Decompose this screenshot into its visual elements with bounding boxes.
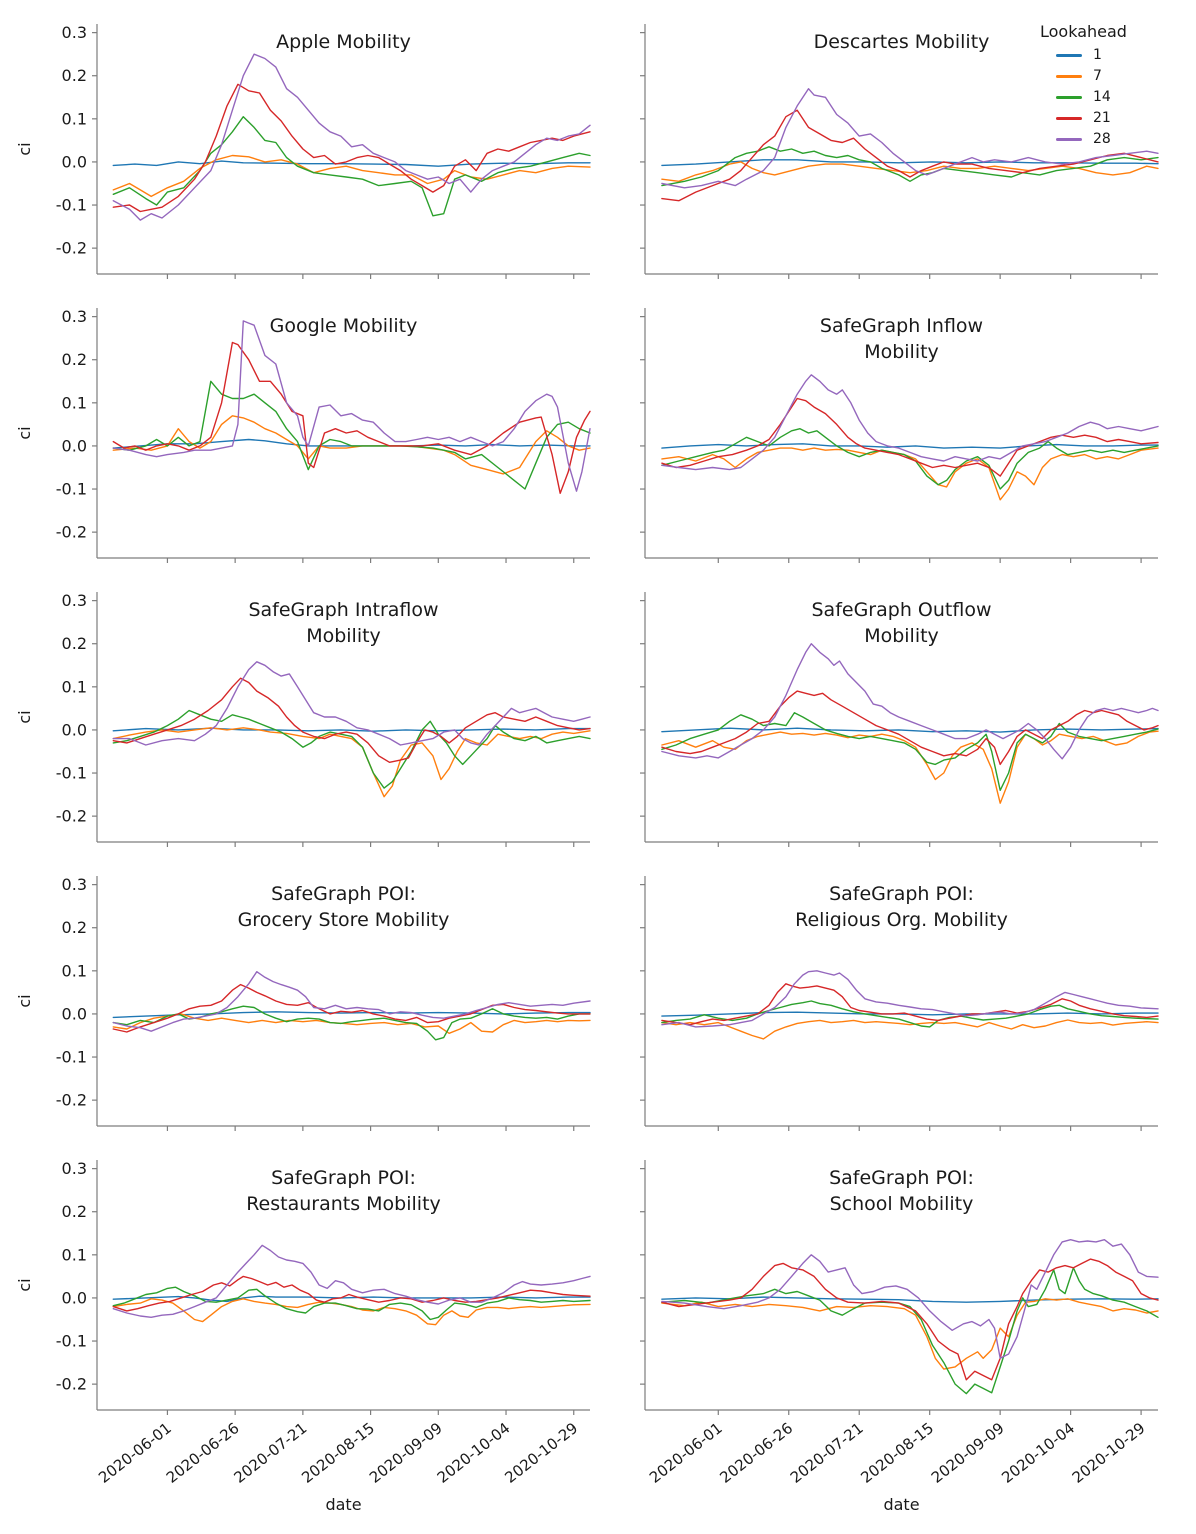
y-tick-label: 0.3 [61, 307, 87, 327]
chart-title: Google Mobility [269, 315, 418, 337]
y-axis-label: ci [15, 710, 34, 724]
series-line-lookahead-21 [662, 984, 1158, 1025]
chart-title: Mobility [864, 341, 939, 363]
y-tick-label: 0.2 [61, 634, 87, 654]
y-tick-label: 0.2 [61, 918, 87, 938]
y-tick-label: 0.0 [61, 1004, 87, 1024]
legend-item-label: 7 [1093, 68, 1102, 84]
chart-title: SafeGraph POI: [271, 883, 416, 905]
chart-title: Religious Org. Mobility [795, 909, 1008, 931]
x-tick-label: 2020-06-01 [645, 1418, 726, 1487]
y-tick-label: 0.1 [61, 109, 87, 129]
legend-item [1056, 69, 1127, 83]
series-line-lookahead-14 [113, 711, 590, 789]
series-line-lookahead-1 [113, 161, 590, 166]
chart-title: SafeGraph Inflow [819, 315, 984, 337]
series-line-lookahead-7 [113, 416, 590, 474]
subplot-google-mobility [0, 284, 600, 568]
series-line-lookahead-14 [113, 117, 590, 216]
legend-title: Lookahead [1040, 22, 1127, 41]
y-tick-label: -0.1 [55, 1331, 87, 1351]
legend-item [1056, 48, 1127, 62]
series-line-lookahead-7 [662, 448, 1158, 500]
subplot-safegraph-outflow [600, 568, 1196, 852]
chart-safegraph-poi-grocery [0, 852, 600, 1136]
chart-title: SafeGraph POI: [829, 883, 974, 905]
y-axis-label: ci [15, 994, 34, 1008]
series-line-lookahead-28 [662, 644, 1158, 759]
series-line-lookahead-14 [662, 713, 1158, 791]
series-line-lookahead-28 [113, 54, 590, 220]
subplot-safegraph-intraflow [0, 568, 600, 852]
y-tick-label: 0.1 [61, 677, 87, 697]
chart-title: SafeGraph POI: [829, 1167, 974, 1189]
legend-item-label: 1 [1093, 47, 1102, 63]
x-tick-label: 2020-09-09 [365, 1418, 446, 1487]
series-line-lookahead-21 [662, 691, 1158, 764]
subplot-safegraph-poi-school [600, 1136, 1196, 1534]
series-line-lookahead-7 [662, 1299, 1158, 1369]
legend-item [1056, 111, 1127, 125]
chart-safegraph-inflow [600, 284, 1196, 568]
chart-safegraph-intraflow [0, 568, 600, 852]
y-tick-label: 0.1 [61, 393, 87, 413]
series-line-lookahead-7 [662, 731, 1158, 803]
x-tick-label: 2020-06-26 [162, 1418, 243, 1487]
chart-title: Mobility [864, 625, 939, 647]
chart-title: Restaurants Mobility [246, 1193, 441, 1215]
y-tick-label: 0.1 [61, 961, 87, 981]
series-line-lookahead-14 [113, 381, 590, 489]
legend-line-swatch [1056, 75, 1082, 78]
series-line-lookahead-21 [113, 678, 590, 762]
x-tick-label: 2020-07-21 [786, 1418, 867, 1487]
legend-item-label: 21 [1093, 110, 1111, 126]
y-tick-label: 0.2 [61, 350, 87, 370]
x-tick-label: 2020-06-01 [95, 1418, 175, 1487]
series-line-lookahead-14 [113, 1287, 590, 1319]
subplot-safegraph-poi-restaurants [0, 1136, 600, 1534]
series-line-lookahead-21 [113, 343, 590, 494]
y-tick-label: -0.1 [55, 479, 87, 499]
y-tick-label: 0.3 [61, 23, 87, 43]
y-tick-label: -0.2 [55, 522, 87, 542]
y-tick-label: 0.0 [61, 1288, 87, 1308]
chart-title: SafeGraph Outflow [811, 599, 992, 621]
series-line-lookahead-21 [113, 1276, 590, 1311]
series-line-lookahead-28 [113, 321, 590, 491]
chart-title: Descartes Mobility [813, 31, 990, 53]
series-line-lookahead-7 [662, 162, 1158, 181]
legend-item-label: 14 [1093, 89, 1111, 105]
x-axis-label: date [325, 1495, 362, 1514]
y-tick-label: 0.2 [61, 1202, 87, 1222]
chart-apple-mobility [0, 0, 600, 284]
chart-title: Grocery Store Mobility [237, 909, 450, 931]
y-tick-label: -0.2 [55, 1090, 87, 1110]
legend-line-swatch [1056, 54, 1082, 57]
chart-title: SafeGraph POI: [271, 1167, 416, 1189]
legend-line-swatch [1056, 96, 1082, 99]
x-tick-label: 2020-10-29 [1068, 1418, 1149, 1487]
subplot-safegraph-poi-religious [600, 852, 1196, 1136]
y-tick-label: 0.1 [61, 1245, 87, 1265]
series-line-lookahead-7 [113, 1299, 590, 1325]
y-tick-label: -0.2 [55, 238, 87, 258]
y-tick-label: 0.0 [61, 720, 87, 740]
legend-line-swatch [1056, 117, 1082, 120]
y-tick-label: 0.3 [61, 591, 87, 611]
x-tick-label: 2020-10-04 [998, 1418, 1079, 1487]
legend-item [1056, 132, 1127, 146]
y-tick-label: 0.3 [61, 1159, 87, 1179]
x-tick-label: 2020-09-09 [927, 1418, 1008, 1487]
series-line-lookahead-7 [113, 728, 590, 797]
y-tick-label: -0.1 [55, 195, 87, 215]
y-tick-label: 0.2 [61, 66, 87, 86]
subplot-apple-mobility [0, 0, 600, 284]
chart-title: School Mobility [829, 1193, 974, 1215]
legend-line-swatch [1056, 138, 1082, 141]
x-tick-label: 2020-08-15 [298, 1418, 379, 1487]
chart-title: Apple Mobility [276, 31, 411, 53]
series-line-lookahead-21 [662, 399, 1158, 477]
legend [1040, 22, 1127, 153]
y-tick-label: -0.2 [55, 1374, 87, 1394]
y-tick-label: -0.1 [55, 763, 87, 783]
y-tick-label: 0.0 [61, 436, 87, 456]
y-axis-label: ci [15, 1278, 34, 1292]
chart-title: SafeGraph Intraflow [248, 599, 439, 621]
y-tick-label: -0.1 [55, 1047, 87, 1067]
chart-title: Mobility [306, 625, 381, 647]
y-tick-label: -0.2 [55, 806, 87, 826]
x-axis-label: date [883, 1495, 920, 1514]
x-tick-label: 2020-06-26 [716, 1418, 797, 1487]
chart-safegraph-outflow [600, 568, 1196, 852]
chart-google-mobility [0, 284, 600, 568]
chart-safegraph-poi-restaurants [0, 1136, 600, 1534]
y-tick-label: 0.0 [61, 152, 87, 172]
subplot-safegraph-poi-grocery [0, 852, 600, 1136]
series-line-lookahead-21 [662, 1259, 1158, 1380]
y-axis-label: ci [15, 142, 34, 156]
legend-item-label: 28 [1093, 131, 1111, 147]
x-tick-label: 2020-10-29 [501, 1418, 582, 1487]
series-line-lookahead-14 [662, 1268, 1158, 1394]
series-line-lookahead-1 [662, 444, 1158, 448]
chart-safegraph-poi-school [600, 1136, 1196, 1534]
y-tick-label: 0.3 [61, 875, 87, 895]
x-tick-label: 2020-07-21 [230, 1418, 311, 1487]
chart-safegraph-poi-religious [600, 852, 1196, 1136]
series-line-lookahead-1 [662, 728, 1158, 732]
subplot-safegraph-inflow [600, 284, 1196, 568]
series-line-lookahead-21 [113, 84, 590, 211]
legend-item [1056, 90, 1127, 104]
x-tick-label: 2020-08-15 [857, 1418, 938, 1487]
y-axis-label: ci [15, 426, 34, 440]
x-tick-label: 2020-10-04 [433, 1418, 514, 1487]
